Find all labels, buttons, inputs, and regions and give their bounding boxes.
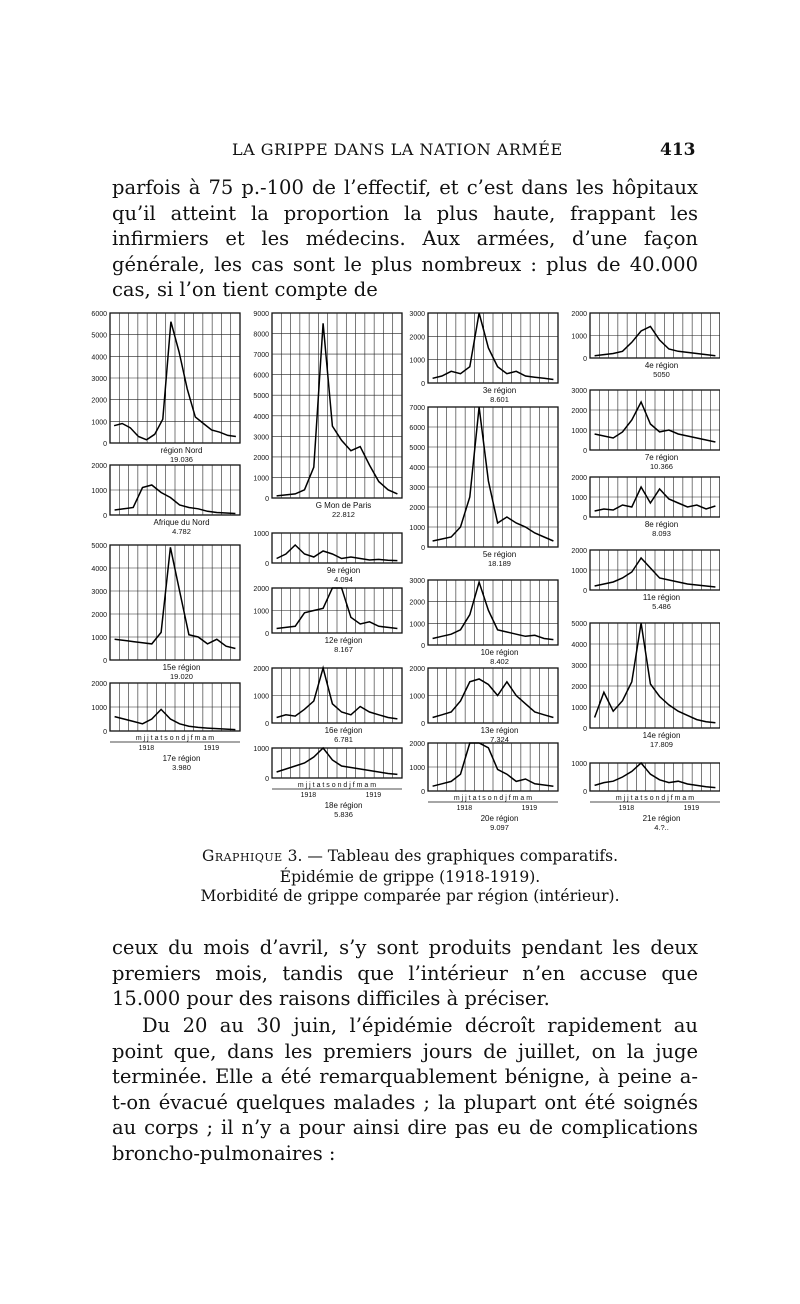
chart-region-label: 8e région: [644, 520, 679, 529]
chart-region-label: 20e région: [480, 814, 519, 823]
chart-ytick-label: 6000: [253, 372, 269, 380]
chart-total-label: 3.980: [172, 763, 191, 772]
chart-ytick-label: 0: [103, 658, 107, 665]
chart-ytick-label: 0: [103, 513, 107, 520]
comparative-charts-figure: [80, 305, 720, 845]
chart-ytick-label: 5000: [253, 393, 269, 401]
chart-ytick-label: 1000: [91, 635, 107, 642]
chart-20: [571, 761, 720, 832]
chart-total-label: 5050: [653, 370, 670, 379]
chart-ytick-label: 2000: [91, 681, 107, 688]
chart-19: [571, 621, 720, 749]
chart-region-label: 3e région: [482, 386, 517, 395]
chart-ytick-label: 0: [265, 561, 269, 568]
chart-month-axis: m j j t a t s o n d j f m a m: [135, 735, 215, 742]
chart-ytick-label: 1000: [409, 621, 425, 629]
chart-ytick-label: 2000: [409, 666, 425, 673]
chart-ytick-label: 2000: [253, 454, 269, 462]
chart-total-label: 17.809: [650, 740, 673, 749]
chart-ytick-label: 1000: [409, 693, 425, 701]
chart-year-1918: 1918: [618, 805, 635, 812]
chart-ytick-label: 5000: [409, 445, 425, 452]
chart-ytick-label: 5000: [91, 332, 107, 340]
chart-ytick-label: 2000: [571, 548, 587, 555]
caption-label: Graphique: [201, 847, 283, 865]
chart-ytick-label: 4000: [253, 413, 269, 421]
chart-3: [91, 543, 240, 681]
chart-region-label: 12e région: [324, 636, 363, 645]
chart-month-axis: m j j t a t s o n d j f m a m: [453, 795, 533, 802]
chart-ytick-label: 2000: [253, 586, 269, 593]
chart-ytick-label: 0: [583, 356, 587, 363]
chart-16: [571, 388, 720, 471]
chart-8: [253, 666, 402, 744]
chart-year-1919: 1919: [521, 805, 538, 812]
chart-9: [253, 746, 402, 819]
chart-ytick-label: 0: [265, 496, 269, 503]
chart-ytick-label: 2000: [571, 475, 587, 482]
chart-ytick-label: 3000: [571, 663, 587, 670]
chart-total-label: 8.601: [490, 395, 509, 404]
paragraph-1: parfois à 75 p.-100 de l’effectif, et c’est dans les hôpitaux qu’il atteint la proportion la plus haute, frappant les infirmiers et les médecins. Aux armées, d’une façon générale, les cas sont le plus nombreux : plus de 40.000 cas, si l’on tient compte de: [112, 176, 698, 301]
chart-ytick-label: 0: [421, 721, 425, 728]
chart-ytick-label: 3000: [571, 388, 587, 395]
chart-region-label: 14e région: [642, 731, 681, 740]
chart-ytick-label: 2000: [409, 741, 425, 748]
paragraph-3: Du 20 au 30 juin, l’épidémie décroît rapidement au point que, dans les premiers jours de juillet, on la juge terminée. Elle a été remarquablement bénigne, à peine a-t-on évacué quelques malades ; la plupart ont été soignés au corps ; il n’y a pour ainsi dire pas eu de complications broncho-pulmonaires :: [112, 1014, 698, 1165]
chart-ytick-label: 1000: [409, 525, 425, 532]
chart-ytick-label: 2000: [571, 684, 587, 691]
chart-region-label: 11e région: [642, 593, 681, 602]
chart-ytick-label: 0: [265, 631, 269, 638]
chart-ytick-label: 0: [421, 381, 425, 388]
chart-region-label: 21e région: [642, 814, 681, 823]
chart-region-label: G Mon de Paris: [315, 501, 372, 510]
chart-total-label: 7.324: [490, 735, 509, 744]
chart-ytick-label: 2000: [409, 599, 425, 607]
chart-ytick-label: 9000: [253, 311, 269, 318]
chart-ytick-label: 1000: [253, 531, 269, 538]
chart-ytick-label: 4000: [91, 354, 107, 362]
chart-total-label: 4.782: [172, 527, 191, 536]
chart-ytick-label: 0: [421, 789, 425, 796]
chart-total-label: 5.836: [334, 810, 353, 819]
chart-15: [571, 311, 720, 379]
caption-line-1: [100, 846, 720, 867]
chart-13: [409, 666, 558, 744]
chart-region-label: 16e région: [324, 726, 363, 735]
chart-ytick-label: 4000: [409, 465, 425, 472]
chart-year-1918: 1918: [456, 805, 473, 812]
chart-total-label: 9.097: [490, 823, 509, 832]
chart-ytick-label: 2000: [253, 666, 269, 673]
chart-ytick-label: 4000: [91, 566, 107, 573]
chart-ytick-label: 0: [421, 545, 425, 552]
chart-ytick-label: 1000: [91, 488, 107, 495]
chart-total-label: 8.167: [334, 645, 353, 654]
chart-5: [253, 311, 402, 519]
chart-year-1918: 1918: [138, 745, 155, 752]
chart-1: [91, 311, 240, 464]
chart-6: [253, 531, 402, 584]
chart-ytick-label: 1000: [253, 608, 269, 616]
chart-region-label: 4e région: [644, 361, 679, 370]
chart-18: [571, 548, 720, 611]
chart-ytick-label: 0: [265, 776, 269, 783]
chart-ytick-label: 7000: [409, 405, 425, 412]
chart-ytick-label: 2000: [409, 334, 425, 342]
chart-region-label: 15e région: [162, 663, 201, 672]
chart-17: [571, 475, 720, 538]
chart-ytick-label: 4000: [571, 642, 587, 649]
chart-ytick-label: 3000: [409, 311, 425, 318]
chart-total-label: 10.366: [650, 462, 673, 471]
chart-ytick-label: 0: [583, 448, 587, 455]
chart-total-label: 4.094: [334, 575, 353, 584]
chart-ytick-label: 0: [103, 729, 107, 736]
chart-ytick-label: 0: [583, 789, 587, 796]
chart-ytick-label: 1000: [409, 765, 425, 772]
chart-ytick-label: 2000: [91, 463, 107, 470]
chart-ytick-label: 1000: [571, 705, 587, 712]
chart-region-label: 10e région: [480, 648, 519, 657]
chart-ytick-label: 1000: [571, 568, 587, 575]
chart-ytick-label: 1000: [571, 428, 587, 435]
chart-ytick-label: 2000: [91, 612, 107, 619]
chart-region-label: 18e région: [324, 801, 363, 810]
running-title: LA GRIPPE DANS LA NATION ARMÉE: [232, 140, 563, 159]
chart-year-1919: 1919: [683, 805, 700, 812]
chart-ytick-label: 1000: [571, 761, 587, 768]
chart-12: [409, 578, 558, 666]
chart-region-label: 5e région: [482, 550, 517, 559]
chart-4: [91, 681, 240, 772]
caption-line-2: Épidémie de grippe (1918-1919).: [279, 868, 541, 886]
chart-ytick-label: 5000: [571, 621, 587, 628]
chart-ytick-label: 1000: [253, 746, 269, 753]
chart-ytick-label: 0: [265, 721, 269, 728]
chart-total-label: 22.812: [332, 510, 355, 519]
caption-line-3: Morbidité de grippe comparée par région (intérieur).: [200, 887, 620, 905]
chart-total-label: 18.189: [488, 559, 511, 568]
chart-ytick-label: 1000: [91, 419, 107, 427]
chart-year-1919: 1919: [203, 745, 220, 752]
chart-ytick-label: 0: [583, 515, 587, 522]
caption-title: 3. — Tableau des graphiques comparatifs.: [282, 847, 619, 865]
chart-ytick-label: 1000: [253, 693, 269, 701]
chart-month-axis: m j j t a t s o n d j f m a m: [615, 795, 695, 802]
chart-total-label: 8.093: [652, 529, 671, 538]
chart-ytick-label: 0: [583, 726, 587, 733]
chart-ytick-label: 1000: [571, 333, 587, 341]
chart-ytick-label: 2000: [91, 397, 107, 405]
chart-total-label: 4.?..: [654, 823, 669, 832]
chart-ytick-label: 3000: [253, 434, 269, 442]
charts-svg: [80, 305, 720, 845]
chart-10: [409, 311, 558, 404]
chart-ytick-label: 2000: [571, 311, 587, 318]
chart-ytick-label: 3000: [409, 578, 425, 585]
chart-total-label: 19.020: [170, 672, 193, 681]
chart-14: [409, 741, 558, 832]
chart-region-label: région Nord: [160, 446, 203, 455]
chart-month-axis: m j j t a t s o n d j f m a m: [297, 782, 377, 789]
paragraph-2: ceux du mois d’avril, s’y sont produits pendant les deux premiers mois, tandis que l’intérieur n’en accuse que 15.000 pour des raisons difficiles à préciser.: [112, 936, 698, 1010]
chart-7: [253, 586, 402, 654]
chart-ytick-label: 3000: [409, 485, 425, 492]
chart-region-label: 13e région: [480, 726, 519, 735]
chart-ytick-label: 8000: [253, 331, 269, 339]
chart-ytick-label: 1000: [571, 495, 587, 502]
chart-region-label: Afrique du Nord: [153, 518, 210, 527]
chart-total-label: 19.036: [170, 455, 193, 464]
chart-ytick-label: 6000: [91, 311, 107, 318]
chart-2: [91, 463, 240, 536]
chart-region-label: 17e région: [162, 754, 201, 763]
chart-ytick-label: 0: [103, 441, 107, 448]
chart-region-label: 9e région: [326, 566, 361, 575]
chart-ytick-label: 1000: [253, 475, 269, 483]
page-number: 413: [660, 140, 696, 160]
chart-11: [409, 405, 558, 568]
chart-ytick-label: 6000: [409, 425, 425, 432]
chart-year-1919: 1919: [365, 792, 382, 799]
chart-ytick-label: 2000: [409, 505, 425, 512]
chart-ytick-label: 1000: [91, 705, 107, 712]
chart-total-label: 6.781: [334, 735, 353, 744]
chart-ytick-label: 0: [421, 643, 425, 650]
chart-total-label: 8.402: [490, 657, 509, 666]
chart-ytick-label: 3000: [91, 376, 107, 383]
chart-ytick-label: 0: [583, 588, 587, 595]
chart-total-label: 5.486: [652, 602, 671, 611]
chart-ytick-label: 7000: [253, 352, 269, 360]
chart-region-label: 7e région: [644, 453, 679, 462]
chart-ytick-label: 3000: [91, 589, 107, 596]
chart-ytick-label: 1000: [409, 357, 425, 365]
chart-ytick-label: 2000: [571, 408, 587, 415]
chart-year-1918: 1918: [300, 792, 317, 799]
chart-ytick-label: 5000: [91, 543, 107, 550]
